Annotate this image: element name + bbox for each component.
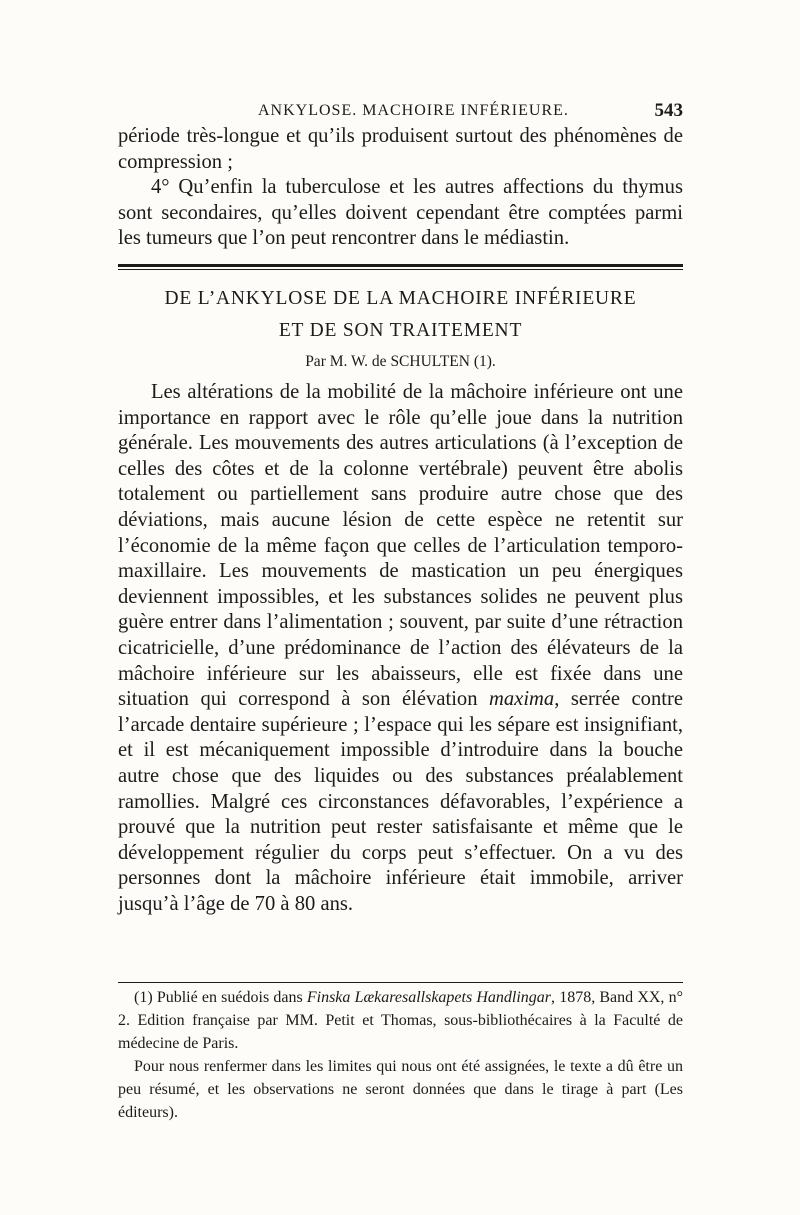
page-number: 543 [654,100,683,121]
article-title-line-2: ET DE SON TRAITEMENT [278,320,523,341]
article-byline: Par M. W. de SCHULTEN (1). [305,353,496,370]
footnote-1-prefix: (1) Publié en suédois dans [134,989,307,1006]
previous-section [118,124,683,252]
footnote-1-suffix: , 1878, Band XX, n° 2. Edition française par MM. Petit et Thomas, sous-bibliothécaires à la Faculté de médecine de Paris. [118,989,683,1052]
footnote-1-journal: Finska Lækaresallskapets Handlingar [306,989,552,1006]
section-divider-thin [118,269,683,270]
continuation-paragraph: période très-longue et qu’ils produisent surtout des phénomènes de compression ; [118,125,683,173]
section-divider-thick [118,264,683,267]
article-body [118,380,683,917]
article-title-line-1: DE L’ANKYLOSE DE LA MACHOIRE INFÉRIEURE [164,288,637,309]
main-paragraph-end: , serrée contre l’arcade dentaire supérieure ; l’espace qui les sépare est insignifiant, et il est mécaniquement impossible d’introduire dans la bouche autre chose que des liquides ou des substances préalablement ramollies. Malgré ces circonstances défavorables, l’expérience a prouvé que la nutrition peut rester satisfaisante et même que le développement régulier du corps peut s’effectuer. On a vu des personnes dont la mâchoire inférieure était immobile, arriver jusqu’à l’âge de 70 à 80 ans. [118,688,683,915]
main-paragraph-start: Les altérations de la mobilité de la mâchoire inférieure ont une importance en rapport avec le rôle qu’elle joue dans la nutrition générale. Les mouvements des autres articulations (à l’exception de celles des côtes et de la colonne vertébrale) peuvent être abolis totalement ou partiellement sans produire autre chose que des déviations, mais aucune lésion de cette espèce ne retentit sur l’économie de la même façon que celles de l’articulation temporo-maxillaire. Les mouvements de mastication un peu énergiques deviennent impossibles, et les substances solides ne peuvent plus guère entrer dans l’alimentation ; souvent, par suite d’une rétraction cicatricielle, d’une prédominance de l’action des élévateurs de la mâchoire inférieure sur les abaisseurs, elle est fixée dans une situation qui correspond à son élévation [118,381,683,711]
running-title: ANKYLOSE. MACHOIRE INFÉRIEURE. [258,102,569,119]
main-paragraph [118,380,683,917]
main-paragraph-italic: maxima [489,688,555,711]
footnotes [118,986,683,1124]
point-4-paragraph: 4° Qu’enfin la tuberculose et les autres affections du thymus sont secondaires, qu’elles doivent cependant être comptées parmi les tumeurs que l’on peut rencontrer dans le médiastin. [118,176,683,250]
running-head [118,100,683,124]
footnote-rule [118,982,683,983]
footnote-1 [118,986,683,1055]
editors-note: Pour nous renfermer dans les limites qui nous ont été assignées, le texte a dû être un peu résumé, et les observations ne seront données que dans le tirage à part (Les éditeurs). [118,1058,683,1121]
